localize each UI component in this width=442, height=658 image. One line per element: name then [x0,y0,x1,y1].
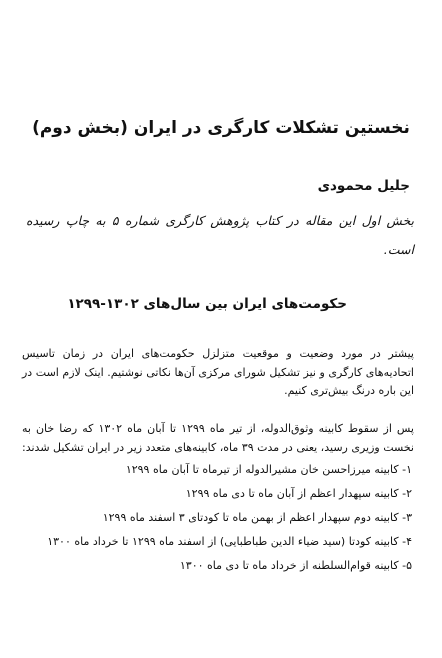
body-paragraph: پس از سقوط کابینه وثوق‌الدوله، از تیر ماه ۱۲۹۹ تا آبان ماه ۱۳۰۲ که رضا خان به نخست وزیری رسید، یعنی در مدت ۳۹ ماه، کابینه‌های متعدد زیر در ایران تشکیل شدند: [22,422,414,454]
cabinet-list-item: ۵- کابینه قوام‌السلطنه از خرداد ماه تا دی ماه ۱۳۰۰ [179,559,412,572]
cabinet-list-item: ۱- کابینه میرزاحسن خان مشیرالدوله از تیرماه تا آبان ماه ۱۲۹۹ [125,463,412,476]
article-title: نخستین تشکلات کارگری در ایران (بخش دوم) [32,118,410,138]
cabinet-list [22,458,412,578]
cabinet-list-item: ۲- کابینه سپهدار اعظم از آبان ماه تا دی ماه ۱۲۹۹ [185,487,412,500]
intro-paragraph: پیشتر در مورد وضعیت و موقعیت متزلزل حکومت‌های ایران در زمان تاسیس اتحادیه‌های کارگری و نیز تشکیل شورای مرکزی آن‌ها نکاتی نوشتیم. اینک لازم است در این باره درنگ بیش‌تری کنیم. [22,347,414,397]
section-heading: حکومت‌های ایران بین سال‌های ۱۳۰۲-۱۲۹۹ [67,296,347,312]
cabinet-list-item: ۳- کابینه دوم سپهدار اعظم از بهمن ماه تا کودتای ۳ اسفند ماه ۱۲۹۹ [102,511,412,524]
cabinet-list-item: ۴- کابینه کودتا (سید ضیاء الدین طباطبایی) از اسفند ماه ۱۲۹۹ تا خرداد ماه ۱۳۰۰ [47,535,412,548]
article-note: بخش اول این مقاله در کتاب پژوهش کارگری شماره ۵ به چاپ رسیده است. [26,213,414,257]
author-name: جلیل محمودی [317,178,410,194]
